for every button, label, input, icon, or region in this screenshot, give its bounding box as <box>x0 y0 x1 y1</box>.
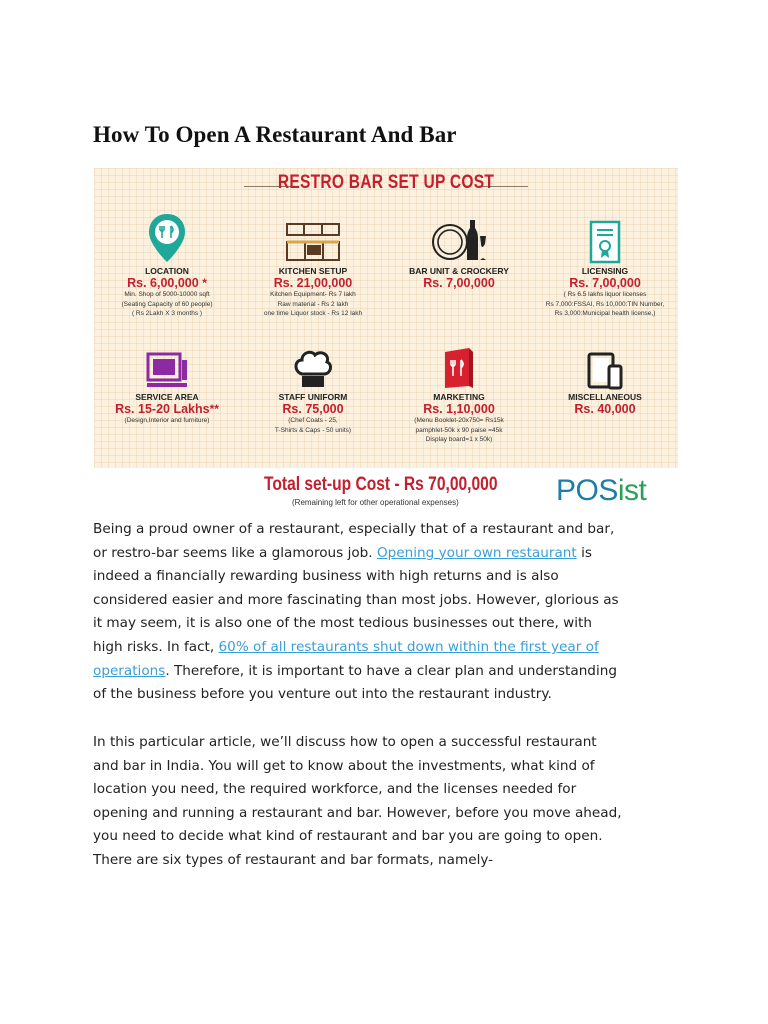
cost-note: (Seating Capacity of 60 people) <box>121 300 213 308</box>
cost-note: T-Shirts & Caps - 50 units) <box>274 426 352 434</box>
cost-licensing <box>532 220 678 319</box>
cost-service-area <box>94 352 240 426</box>
cost-note: (Design,Interior and furniture) <box>124 417 210 424</box>
cost-note: ( Rs 2Lakh X 3 months ) <box>131 310 203 317</box>
restaurant-failure-stat-link-cont[interactable]: operations <box>93 662 166 679</box>
cost-miscellaneous <box>532 352 678 416</box>
cost-price: Rs. 21,00,000 <box>273 276 353 290</box>
license-certificate-icon <box>589 220 621 264</box>
cost-label: SERVICE AREA <box>135 392 199 402</box>
cost-label: BAR UNIT & CROCKERY <box>409 266 509 276</box>
footnote-mark: ** <box>209 402 219 416</box>
posist-logo: POSist <box>556 474 647 507</box>
cost-price: Rs. 7,00,000 <box>423 276 495 290</box>
cost-price: Rs. 1,10,000 <box>423 402 495 416</box>
cost-note: Display board=1 x 50k) <box>425 436 493 443</box>
cost-note: ( Rs 6.5 lakhs liquor licenses <box>563 291 647 298</box>
infographic-heading: RESTRO BAR SET UP COST <box>277 172 495 193</box>
total-cost-note: (Remaining left for other operational expenses) <box>292 498 459 507</box>
cost-price: Rs. 40,000 <box>574 402 636 416</box>
cost-note: (Menu Booklet-20x750= Rs15k <box>414 417 504 424</box>
cost-bar-unit-crockery <box>386 216 532 290</box>
cost-note: Min. Shop of 5000-10000 sqft <box>124 291 210 298</box>
cost-marketing <box>386 346 532 445</box>
setup-cost-infographic <box>94 168 678 468</box>
intro-paragraph: Being a proud owner of a restaurant, especially that of a restaurant and bar, or restro-bar seems like a glamorous job. Opening your own restaurant is indeed a financially rewarding business with high returns and is also considered easier and more fascinating than most jobs. However, glorious as it may seem, it is also one of the most tedious businesses out there, with high risks. In fact, 60% of all restaurants shut down within the first year of operations. Therefore, it is important to have a clear plan and understanding of the business before you venture out into the restaurant industry. <box>93 521 619 703</box>
phone-tablet-icon <box>587 352 623 390</box>
cost-note: Kitchen Equipment- Rs 7 lakh <box>270 291 356 298</box>
cost-note: Raw material - Rs 2 lakh <box>277 300 349 308</box>
cost-note: one time Liquor stock - Rs 12 lakh <box>263 310 363 317</box>
cost-price: Rs. 6,00,000 * <box>127 276 207 290</box>
cost-label: LOCATION <box>145 266 189 276</box>
cost-note: pamphlet-50k x 90 paise =45k <box>415 426 503 434</box>
cost-label: MARKETING <box>433 392 485 402</box>
footnote-mark: * <box>202 276 207 290</box>
plate-and-bottle-icon <box>430 216 488 264</box>
cost-location <box>94 212 240 319</box>
cost-note: Rs 3,000:Municipal health license,) <box>554 310 656 317</box>
menu-booklet-icon <box>443 346 475 390</box>
location-pin-icon <box>147 212 187 264</box>
article-paragraph: In this particular article, we’ll discuss how to open a successful restaurant and bar in India. You will get to know about the investments, what kind of location you need, the required workforce, and the licenses needed for opening and running a restaurant and bar. However, before you move ahead, you need to decide what kind of restaurant and bar you are going to open. There are six types of restaurant and bar formats, namely- <box>93 734 622 868</box>
total-cost: Total set-up Cost - Rs 70,00,000 <box>264 474 498 495</box>
total-cost-strip <box>94 468 678 516</box>
cost-note: (Chef Coats - 25, <box>288 417 338 424</box>
cost-note: Rs 7,000:FSSAI, Rs 10,000:TIN Number, <box>545 300 665 308</box>
chef-hat-icon <box>293 348 333 390</box>
cost-price: Rs. 75,000 <box>282 402 344 416</box>
cost-label: STAFF UNIFORM <box>278 392 348 402</box>
monitor-icon <box>145 352 189 390</box>
cost-price: Rs. 7,00,000 <box>569 276 641 290</box>
cost-label: MISCELLANEOUS <box>568 392 642 402</box>
cost-staff-uniform <box>240 348 386 435</box>
cost-label: KITCHEN SETUP <box>278 266 348 276</box>
cost-kitchen-setup <box>240 220 386 319</box>
page-title: How To Open A Restaurant And Bar <box>93 122 457 147</box>
cost-price: Rs. 15-20 Lakhs** <box>115 402 219 416</box>
restaurant-failure-stat-link[interactable]: 60% of all restaurants shut down within the first year of <box>218 638 599 655</box>
cost-label: LICENSING <box>581 266 629 276</box>
kitchen-cabinet-icon <box>285 220 341 264</box>
opening-restaurant-link[interactable]: Opening your own restaurant <box>376 544 577 561</box>
